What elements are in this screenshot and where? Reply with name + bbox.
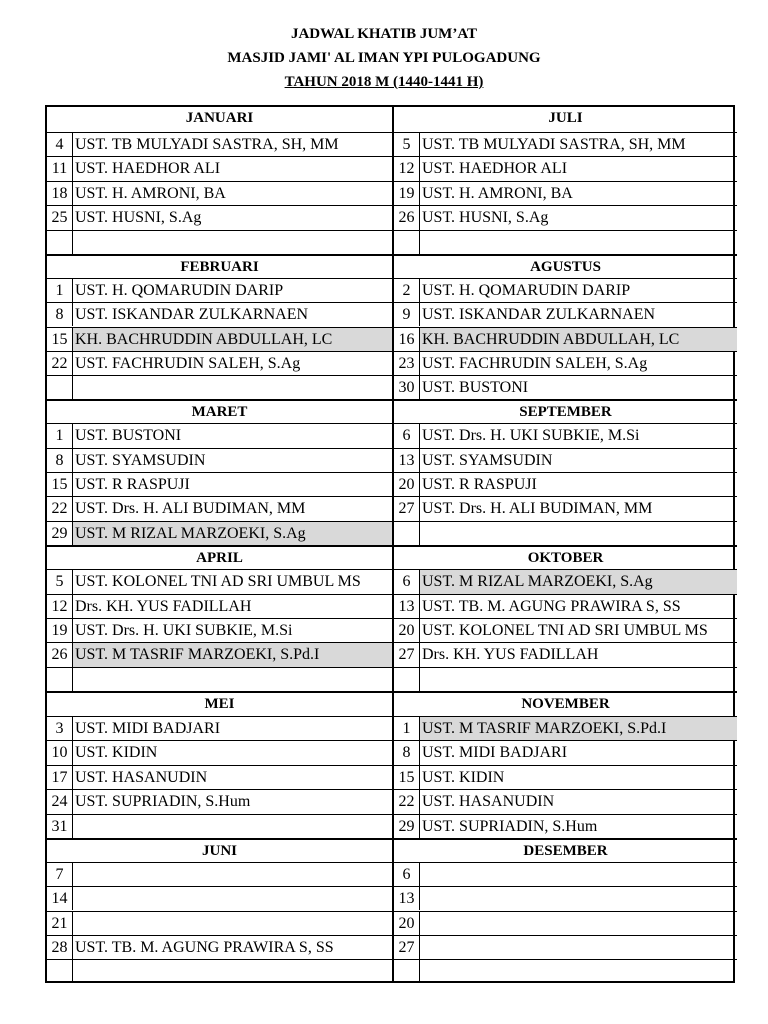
date-cell: 19 xyxy=(394,182,420,206)
schedule-row xyxy=(47,132,392,157)
document-title: JADWAL KHATIB JUM’AT xyxy=(290,26,478,42)
khatib-name-cell: UST. H. AMRONI, BA xyxy=(75,184,226,202)
schedule-row xyxy=(394,448,737,472)
month-header: AGUSTUS xyxy=(394,254,737,278)
date-cell: 12 xyxy=(394,157,420,181)
schedule-row xyxy=(47,886,392,910)
khatib-name-cell xyxy=(420,231,737,255)
schedule-row xyxy=(394,886,737,910)
date-cell xyxy=(394,960,420,983)
month-header: APRIL xyxy=(47,545,392,569)
date-cell: 27 xyxy=(394,643,420,666)
schedule-row xyxy=(394,594,737,618)
khatib-name-cell: UST. HUSNI, S.Ag xyxy=(422,209,549,226)
khatib-name-cell: UST. R RASPUJI xyxy=(422,476,537,493)
khatib-name-cell xyxy=(73,863,392,886)
left-column xyxy=(47,107,392,981)
schedule-row xyxy=(394,423,737,447)
khatib-name-cell: UST. MIDI BADJARI xyxy=(75,719,221,737)
date-cell: 13 xyxy=(394,887,420,910)
schedule-row xyxy=(394,181,737,206)
date-cell: 29 xyxy=(47,522,73,545)
date-cell: 5 xyxy=(47,570,73,593)
date-cell: 16 xyxy=(394,328,420,351)
khatib-name-cell: UST. Drs. H. ALI BUDIMAN, MM xyxy=(422,500,653,518)
schedule-row xyxy=(47,862,392,886)
date-cell: 6 xyxy=(394,424,420,447)
date-cell: 12 xyxy=(47,595,73,618)
schedule-row xyxy=(47,351,392,375)
schedule-row xyxy=(394,814,737,839)
schedule-row xyxy=(47,618,392,642)
khatib-name-cell: UST. KOLONEL TNI AD SRI UMBUL MS xyxy=(422,622,708,639)
date-cell: 27 xyxy=(394,497,420,520)
khatib-name-cell: UST. MIDI BADJARI xyxy=(422,744,568,761)
date-cell: 28 xyxy=(47,936,73,959)
date-cell: 19 xyxy=(47,619,73,642)
khatib-name-cell: UST. HUSNI, S.Ag xyxy=(75,209,202,226)
schedule-row xyxy=(47,302,392,326)
schedule-row xyxy=(47,765,392,790)
khatib-name-cell: UST. HASANUDIN xyxy=(75,768,208,786)
khatib-name-cell: UST. KOLONEL TNI AD SRI UMBUL MS xyxy=(75,573,361,591)
date-cell: 27 xyxy=(394,936,420,959)
schedule-row xyxy=(47,156,392,181)
khatib-name-cell xyxy=(73,376,392,399)
khatib-name-cell: UST. FACHRUDIN SALEH, S.Ag xyxy=(422,354,648,372)
date-cell: 1 xyxy=(47,424,73,447)
date-cell: 24 xyxy=(47,790,73,814)
khatib-name-cell xyxy=(73,231,392,255)
khatib-name-cell: UST. M TASRIF MARZOEKI, S.Pd.I xyxy=(420,717,737,741)
schedule-row xyxy=(394,205,737,230)
khatib-name-cell xyxy=(420,863,737,886)
date-cell: 6 xyxy=(394,570,420,593)
date-cell: 10 xyxy=(47,741,73,765)
khatib-name-cell: KH. BACHRUDDIN ABDULLAH, LC xyxy=(73,328,392,351)
schedule-row xyxy=(394,911,737,935)
schedule-row xyxy=(394,375,737,399)
date-cell: 13 xyxy=(394,449,420,472)
khatib-name-cell: UST. BUSTONI xyxy=(422,378,529,396)
date-cell: 1 xyxy=(47,279,73,302)
month-header: FEBRUARI xyxy=(47,254,392,278)
date-cell: 15 xyxy=(47,328,73,351)
schedule-row xyxy=(47,935,392,959)
khatib-name-cell xyxy=(73,960,392,983)
schedule-row xyxy=(47,959,392,983)
khatib-name-cell xyxy=(73,815,392,839)
khatib-name-cell: Drs. KH. YUS FADILLAH xyxy=(75,597,252,615)
khatib-name-cell: UST. HASANUDIN xyxy=(422,793,555,810)
khatib-name-cell xyxy=(420,887,737,910)
khatib-name-cell: UST. KIDIN xyxy=(422,768,505,786)
date-cell: 8 xyxy=(394,741,420,765)
date-cell xyxy=(394,522,420,545)
month-header: SEPTEMBER xyxy=(394,399,737,423)
khatib-name-cell: UST. TB. M. AGUNG PRAWIRA S, SS xyxy=(75,938,334,956)
khatib-name-cell: UST. ISKANDAR ZULKARNAEN xyxy=(75,306,309,324)
date-cell: 20 xyxy=(394,912,420,935)
khatib-name-cell: UST. Drs. H. UKI SUBKIE, M.Si xyxy=(422,427,640,445)
khatib-name-cell xyxy=(420,912,737,935)
khatib-name-cell xyxy=(420,936,737,959)
date-cell: 1 xyxy=(394,717,420,741)
date-cell: 6 xyxy=(394,863,420,886)
date-cell: 21 xyxy=(47,912,73,935)
khatib-name-cell: KH. BACHRUDDIN ABDULLAH, LC xyxy=(420,328,737,351)
khatib-name-cell: Drs. KH. YUS FADILLAH xyxy=(422,646,599,664)
date-cell: 2 xyxy=(394,279,420,302)
date-cell: 30 xyxy=(394,376,420,399)
date-cell xyxy=(394,231,420,255)
right-column xyxy=(392,107,737,981)
date-cell xyxy=(47,960,73,983)
khatib-name-cell xyxy=(73,668,392,691)
date-cell: 15 xyxy=(47,473,73,496)
date-cell: 8 xyxy=(47,303,73,326)
schedule-row xyxy=(47,789,392,814)
date-cell: 22 xyxy=(47,497,73,520)
schedule-row xyxy=(394,521,737,545)
khatib-name-cell: UST. SYAMSUDIN xyxy=(75,451,206,469)
date-cell xyxy=(47,668,73,691)
month-header: DESEMBER xyxy=(394,838,737,862)
schedule-row xyxy=(394,935,737,959)
khatib-name-cell: UST. HAEDHOR ALI xyxy=(422,160,568,177)
date-cell: 20 xyxy=(394,473,420,496)
khatib-name-cell: UST. Drs. H. ALI BUDIMAN, MM xyxy=(75,500,306,518)
date-cell: 4 xyxy=(47,133,73,157)
khatib-name-cell: UST. TB. M. AGUNG PRAWIRA S, SS xyxy=(422,597,681,615)
schedule-row xyxy=(47,814,392,839)
schedule-row xyxy=(394,156,737,181)
schedule-row xyxy=(394,132,737,157)
schedule-row xyxy=(47,472,392,496)
khatib-name-cell: UST. TB MULYADI SASTRA, SH, MM xyxy=(75,135,339,153)
schedule-row xyxy=(394,327,737,351)
date-cell: 22 xyxy=(47,352,73,375)
schedule-row xyxy=(47,327,392,351)
khatib-name-cell: UST. KIDIN xyxy=(75,744,158,761)
schedule-row xyxy=(394,740,737,765)
khatib-name-cell: UST. TB MULYADI SASTRA, SH, MM xyxy=(422,135,686,153)
schedule-row xyxy=(47,521,392,545)
year-line: TAHUN 2018 M (1440-1441 H) xyxy=(284,74,484,90)
date-cell: 31 xyxy=(47,815,73,839)
schedule-row xyxy=(394,667,737,691)
khatib-name-cell: UST. H. QOMARUDIN DARIP xyxy=(75,282,284,300)
schedule-row xyxy=(47,740,392,765)
date-cell: 7 xyxy=(47,863,73,886)
khatib-name-cell xyxy=(420,668,737,691)
date-cell: 20 xyxy=(394,619,420,642)
schedule-row xyxy=(47,448,392,472)
khatib-name-cell: UST. Drs. H. UKI SUBKIE, M.Si xyxy=(75,622,293,639)
date-cell xyxy=(47,376,73,399)
schedule-row xyxy=(47,642,392,666)
month-header: JUNI xyxy=(47,838,392,862)
date-cell: 18 xyxy=(47,182,73,206)
date-cell: 13 xyxy=(394,595,420,618)
khatib-name-cell: UST. HAEDHOR ALI xyxy=(75,160,221,177)
schedule-row xyxy=(47,181,392,206)
schedule-row xyxy=(47,278,392,302)
schedule-row xyxy=(47,911,392,935)
schedule-row xyxy=(394,959,737,983)
khatib-name-cell: UST. M RIZAL MARZOEKI, S.Ag xyxy=(420,570,737,593)
schedule-row xyxy=(47,230,392,255)
khatib-name-cell: UST. H. AMRONI, BA xyxy=(422,184,573,202)
date-cell: 17 xyxy=(47,766,73,790)
khatib-name-cell: UST. SYAMSUDIN xyxy=(422,451,553,469)
date-cell: 26 xyxy=(394,206,420,230)
date-cell: 5 xyxy=(394,133,420,157)
khatib-name-cell xyxy=(73,912,392,935)
date-cell: 11 xyxy=(47,157,73,181)
khatib-name-cell: UST. FACHRUDIN SALEH, S.Ag xyxy=(75,354,301,372)
date-cell: 15 xyxy=(394,766,420,790)
schedule-row xyxy=(47,716,392,741)
schedule-row xyxy=(47,569,392,593)
khatib-name-cell: UST. BUSTONI xyxy=(75,427,182,445)
date-cell xyxy=(394,668,420,691)
khatib-name-cell: UST. M RIZAL MARZOEKI, S.Ag xyxy=(73,522,392,545)
schedule-table xyxy=(45,105,735,983)
schedule-row xyxy=(394,765,737,790)
khatib-name-cell: UST. ISKANDAR ZULKARNAEN xyxy=(422,306,656,324)
month-header: JULI xyxy=(548,110,583,126)
month-header: MEI xyxy=(47,691,392,716)
date-cell: 3 xyxy=(47,717,73,741)
schedule-row xyxy=(394,789,737,814)
schedule-row xyxy=(394,716,737,741)
schedule-row xyxy=(394,278,737,302)
date-cell: 29 xyxy=(394,815,420,839)
schedule-row xyxy=(394,862,737,886)
schedule-row xyxy=(394,618,737,642)
date-cell: 8 xyxy=(47,449,73,472)
khatib-name-cell: UST. SUPRIADIN, S.Hum xyxy=(422,817,598,835)
khatib-name-cell: UST. M TASRIF MARZOEKI, S.Pd.I xyxy=(73,643,392,666)
month-header: MARET xyxy=(47,399,392,423)
date-cell: 23 xyxy=(394,352,420,375)
schedule-row xyxy=(47,205,392,230)
khatib-name-cell xyxy=(73,887,392,910)
khatib-name-cell xyxy=(420,522,737,545)
khatib-name-cell: UST. R RASPUJI xyxy=(75,476,190,493)
khatib-name-cell: UST. SUPRIADIN, S.Hum xyxy=(75,793,251,810)
date-cell: 26 xyxy=(47,643,73,666)
date-cell: 25 xyxy=(47,206,73,230)
schedule-row xyxy=(47,375,392,399)
date-cell: 14 xyxy=(47,887,73,910)
schedule-row xyxy=(394,496,737,520)
schedule-row xyxy=(394,642,737,666)
schedule-row xyxy=(47,496,392,520)
date-cell: 9 xyxy=(394,303,420,326)
schedule-row xyxy=(47,667,392,691)
schedule-row xyxy=(394,351,737,375)
month-header: OKTOBER xyxy=(394,545,737,569)
schedule-row xyxy=(394,230,737,255)
schedule-row xyxy=(394,302,737,326)
mosque-name: MASJID JAMI' AL IMAN YPI PULOGADUNG xyxy=(227,50,541,66)
schedule-row xyxy=(47,423,392,447)
khatib-name-cell: UST. H. QOMARUDIN DARIP xyxy=(422,282,631,300)
khatib-name-cell xyxy=(420,960,737,983)
month-header: JANUARI xyxy=(185,110,254,126)
month-header: NOVEMBER xyxy=(394,691,737,716)
schedule-row xyxy=(47,594,392,618)
schedule-row xyxy=(394,472,737,496)
schedule-row xyxy=(394,569,737,593)
date-cell xyxy=(47,231,73,255)
date-cell: 22 xyxy=(394,790,420,814)
